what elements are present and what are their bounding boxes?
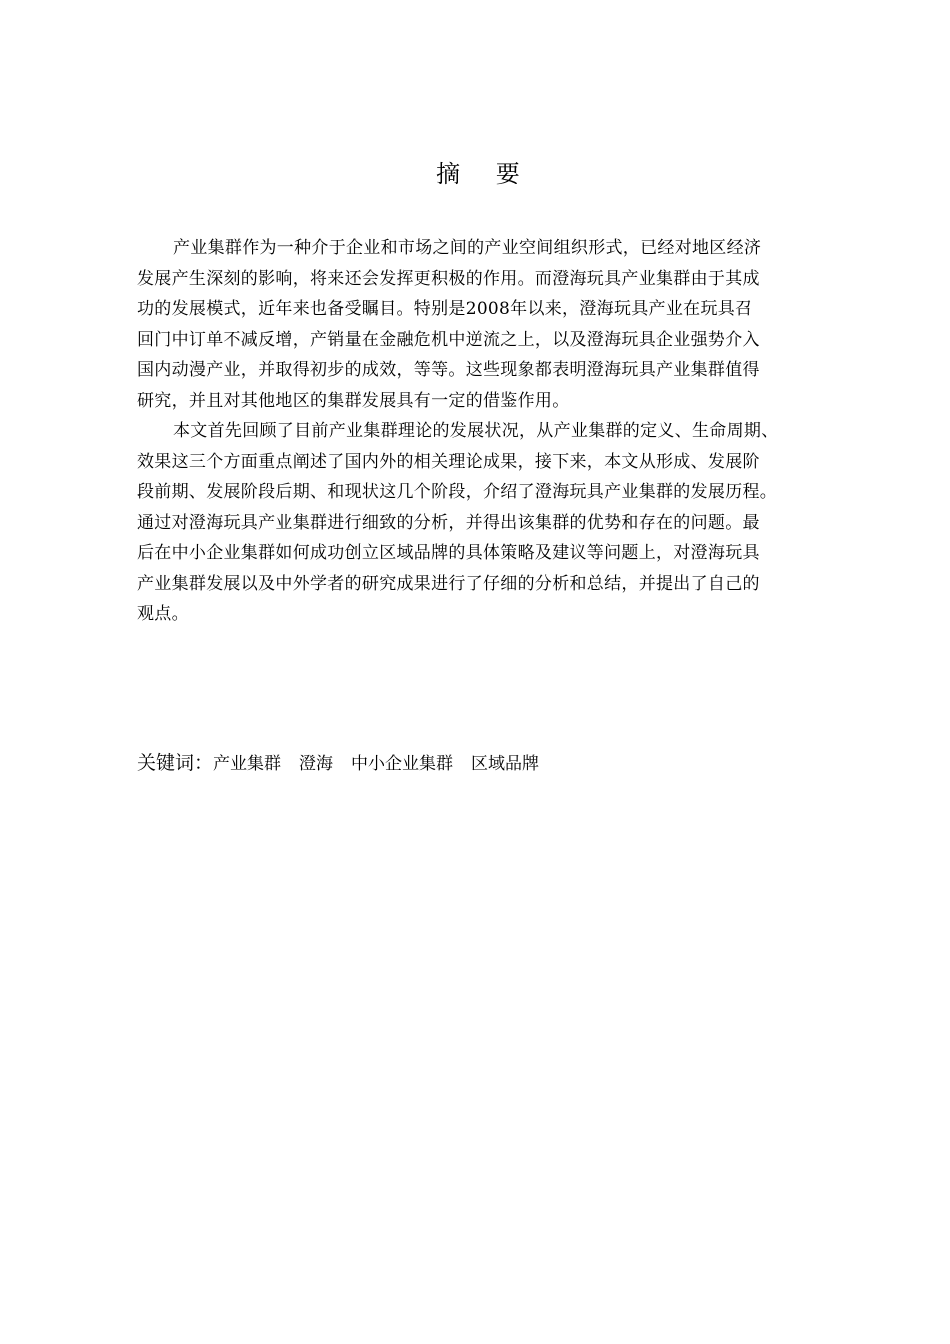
abstract-body: [137, 233, 833, 630]
text-line: 通过对澄海玩具产业集群进行细致的分析，并得出该集群的优势和存在的问题。最: [137, 512, 760, 533]
text-line: 研究，并且对其他地区的集群发展具有一定的借鉴作用。: [137, 390, 570, 411]
text-line: 本文首先回顾了目前产业集群理论的发展状况，从产业集群的定义、生命周期、: [173, 421, 779, 441]
paragraph-2: [137, 416, 833, 630]
paragraph-1: [137, 233, 833, 416]
text-line: 观点。: [137, 604, 189, 624]
page-title: 摘 要: [436, 160, 534, 188]
keyword-item: 中小企业集群: [351, 754, 454, 774]
text-line: 功的发展模式，近年来也备受瞩目。特别是2008年以来，澄海玩具产业在玩具召: [137, 299, 753, 319]
keyword-item: 产业集群: [213, 754, 282, 774]
text-line: 产业集群发展以及中外学者的研究成果进行了仔细的分析和总结，并提出了自己的: [137, 573, 760, 594]
keyword-item: 区域品牌: [471, 754, 540, 774]
keyword-item: 澄海: [299, 754, 334, 774]
text-line: 产业集群作为一种介于企业和市场之间的产业空间组织形式，已经对地区经济: [173, 238, 762, 258]
text-line: 效果这三个方面重点阐述了国内外的相关理论成果，接下来，本文从形成、发展阶: [137, 451, 760, 472]
text-line: 回门中订单不减反增，产销量在金融危机中逆流之上，以及澄海玩具企业强势介入: [137, 329, 760, 350]
text-line: 后在中小企业集群如何成功创立区域品牌的具体策略及建议等问题上，对澄海玩具: [137, 543, 760, 563]
text-line: 段前期、发展阶段后期、和现状这几个阶段，介绍了澄海玩具产业集群的发展历程。: [137, 482, 778, 502]
text-line: 国内动漫产业，并取得初步的成效，等等。这些现象都表明澄海玩具产业集群值得: [137, 360, 760, 380]
text-line: 发展产生深刻的影响，将来还会发挥更积极的作用。而澄海玩具产业集群由于其成: [137, 268, 760, 289]
keywords-label: 关键词：: [137, 752, 214, 774]
keywords-line: [137, 748, 557, 779]
